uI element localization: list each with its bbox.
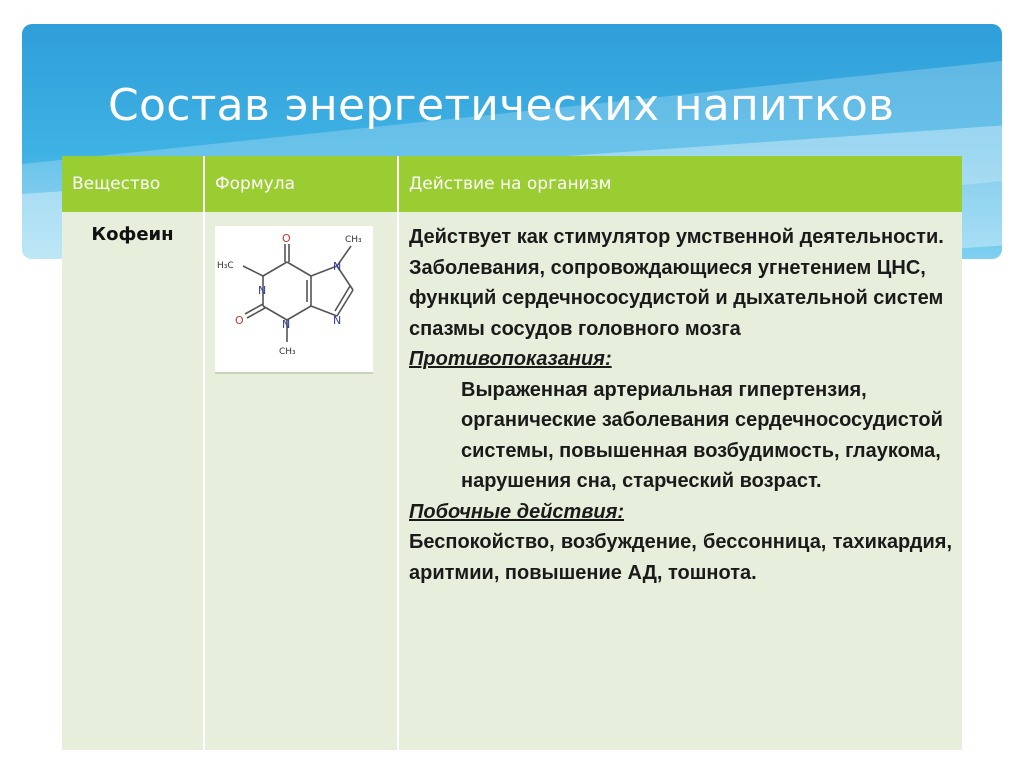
substance-cell: Кофеин — [62, 212, 204, 750]
methyl-top-label: CH₃ — [345, 235, 362, 245]
side-effects-text: Беспокойство, возбуждение, бессонница, тахикардия, аритмии, повышение АД, тошнота. — [409, 531, 952, 584]
table-row — [62, 212, 962, 750]
side-effects-heading: Побочные действия: — [409, 500, 625, 523]
methyl-left-label: H₃C — [217, 261, 234, 271]
methyl-bottom-label: CH₃ — [279, 347, 296, 357]
oxygen-top-label: O — [282, 232, 291, 245]
formula-cell — [204, 212, 398, 750]
caffeine-formula-image — [215, 226, 373, 374]
table-header-row — [62, 156, 962, 212]
effect-cell — [398, 212, 962, 750]
contraindications-heading: Противопоказания: — [409, 348, 612, 370]
header-effect: Действие на организм — [398, 156, 962, 212]
nitrogen-1-label: N — [258, 284, 267, 297]
composition-table — [62, 156, 962, 750]
nitrogen-9-label: N — [333, 314, 342, 327]
contraindications-text: Выраженная артериальная гипертензия, органические заболевания сердечнососудистой системы, повышенная возбудимость, глаукома, нарушения сна, старческий возраст. — [461, 378, 943, 492]
slide-title: Состав энергетических напитков — [108, 80, 895, 131]
header-substance: Вещество — [62, 156, 204, 212]
caffeine-structure-svg — [215, 226, 373, 372]
nitrogen-3-label: N — [282, 318, 291, 331]
oxygen-left-label: O — [235, 314, 244, 327]
nitrogen-7-label: N — [333, 260, 342, 273]
effect-text: Действует как стимулятор умственной деятельности. Заболевания, сопровождающиеся угнетением ЦНС, функций сердечнососудистой и дыхательной систем спазмы сосудов головного мозга — [409, 226, 944, 340]
header-formula: Формула — [204, 156, 398, 212]
